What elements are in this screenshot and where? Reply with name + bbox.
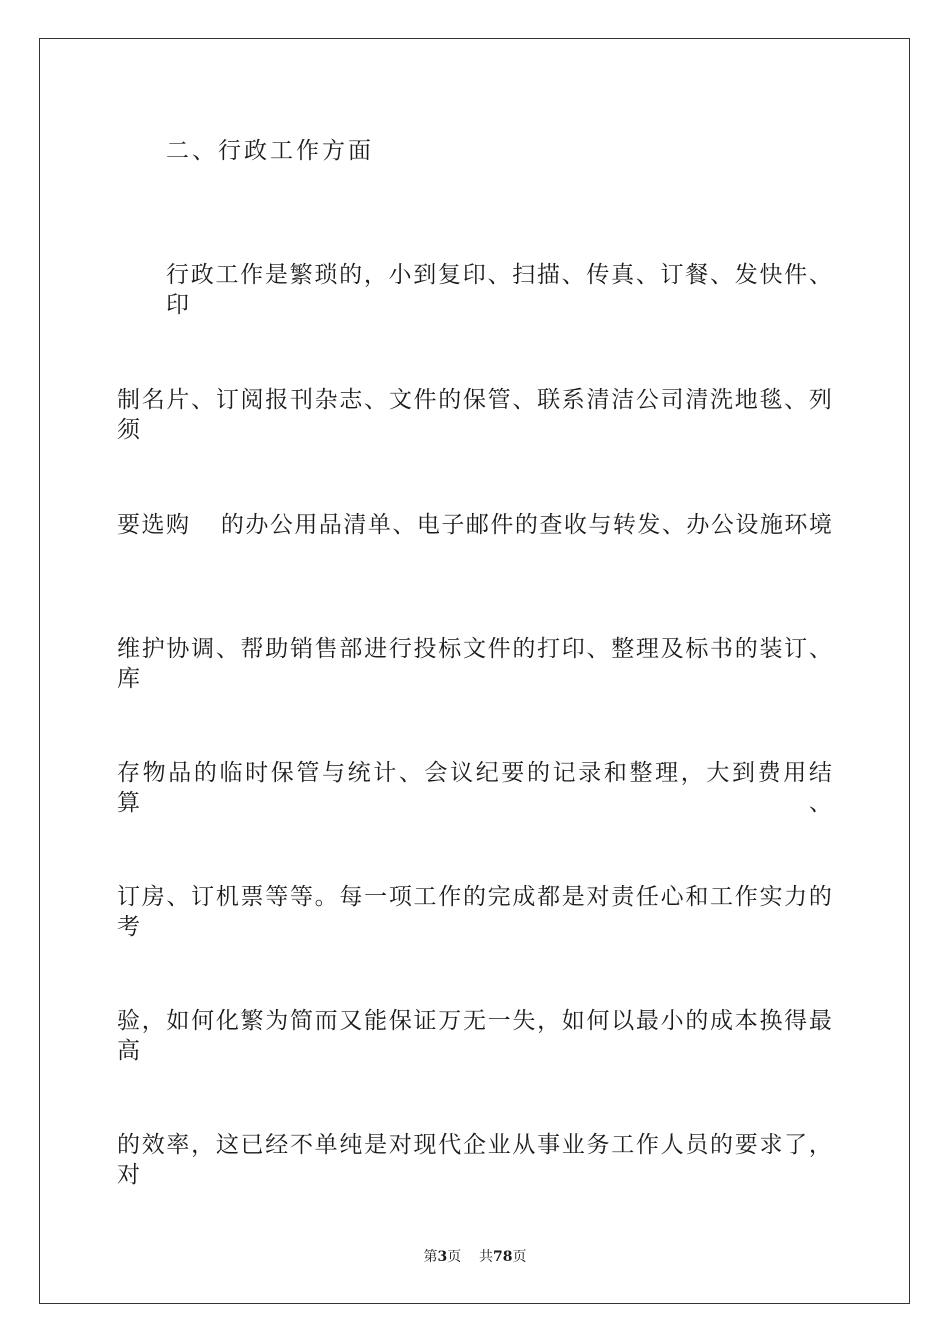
paragraph-line-3 bbox=[117, 510, 833, 540]
total-suffix: 页 bbox=[512, 1249, 527, 1265]
paragraph-line-7: 验，如何化繁为简而又能保证万无一失，如何以最小的成本换得最高 bbox=[117, 1008, 833, 1064]
paragraph-line-6: 订房、订机票等等。每一项工作的完成都是对责任心和工作实力的考 bbox=[117, 884, 833, 940]
paragraph-line-1: 行政工作是繁琐的，小到复印、扫描、传真、订餐、发快件、印 bbox=[166, 262, 833, 318]
total-pages: 78 bbox=[493, 1249, 513, 1265]
paragraph-line-3-start: 要选购 bbox=[117, 512, 191, 538]
page-footer bbox=[0, 1248, 950, 1266]
page-suffix: 页 bbox=[447, 1249, 462, 1265]
paragraph-line-2: 制名片、订阅报刊杂志、文件的保管、联系清洁公司清洗地毯、列须 bbox=[117, 387, 833, 443]
paragraph-line-3-end: 的办公用品清单、电子邮件的查收与转发、办公设施环境 bbox=[220, 512, 833, 538]
total-prefix: 共 bbox=[479, 1249, 494, 1265]
paragraph-line-8: 的效率，这已经不单纯是对现代企业从事业务工作人员的要求了，对 bbox=[117, 1132, 833, 1188]
section-heading: 二、行政工作方面 bbox=[166, 138, 374, 164]
page-number: 3 bbox=[437, 1249, 448, 1265]
paragraph-line-4: 维护协调、帮助销售部进行投标文件的打印、整理及标书的装订、库 bbox=[117, 636, 833, 692]
paragraph-line-5: 存物品的临时保管与统计、会议纪要的记录和整理，大到费用结算、 bbox=[117, 760, 833, 816]
page-prefix: 第 bbox=[423, 1249, 438, 1265]
